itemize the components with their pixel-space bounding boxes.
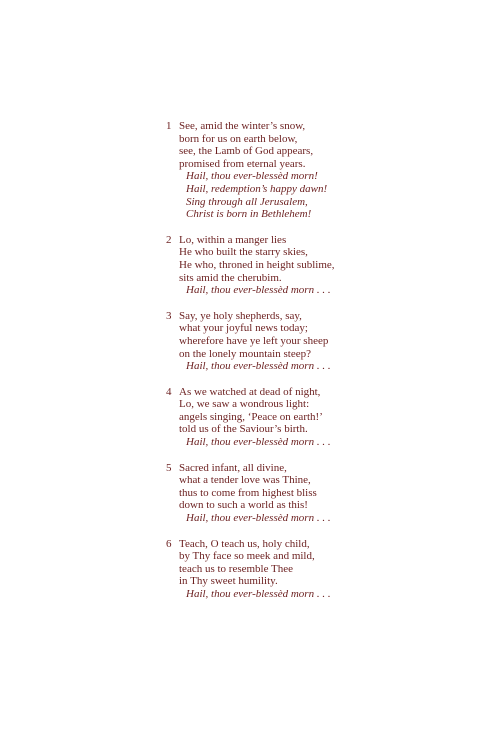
refrain-line: Hail, thou ever-blessèd morn . . . <box>186 284 331 297</box>
verse-line: Say, ye holy shepherds, say, <box>179 309 302 322</box>
verse-line: wherefore have ye left your sheep <box>179 334 329 347</box>
refrain-line: Hail, redemption’s happy dawn! <box>186 182 328 195</box>
verse-line: angels singing, ‘Peace on earth!’ <box>179 410 323 423</box>
refrain-line: Hail, thou ever-blessèd morn! <box>186 170 318 183</box>
refrain-line: Hail, thou ever-blessèd morn . . . <box>186 360 331 373</box>
verse-line: sits amid the cherubim. <box>179 271 282 284</box>
verse-line: He who built the starry skies, <box>179 246 308 259</box>
verse-4 <box>166 386 466 449</box>
verse-6 <box>166 538 466 601</box>
verse-line: Teach, O teach us, holy child, <box>179 537 310 550</box>
verse-line: teach us to resemble Thee <box>179 562 294 575</box>
verse-line: born for us on earth below, <box>179 132 298 145</box>
verse-3 <box>166 310 466 373</box>
verse-1 <box>166 120 466 221</box>
refrain-line: Hail, thou ever-blessèd morn . . . <box>186 436 331 449</box>
verse-line: on the lonely mountain steep? <box>179 347 311 360</box>
verse-line: As we watched at dead of night, <box>179 385 321 398</box>
verse-5 <box>166 462 466 525</box>
verse-number: 1 <box>166 120 172 132</box>
verse-line: thus to come from highest bliss <box>179 486 317 499</box>
verse-line: Lo, we saw a wondrous light: <box>179 398 310 411</box>
refrain-line: Hail, thou ever-blessèd morn . . . <box>186 588 331 600</box>
refrain-line: Hail, thou ever-blessèd morn . . . <box>186 512 331 525</box>
verse-number: 2 <box>166 233 172 246</box>
refrain-line: Sing through all Jerusalem, <box>186 195 308 208</box>
verse-line: See, amid the winter’s snow, <box>179 120 306 132</box>
verse-line: promised from eternal years. <box>179 157 306 170</box>
verse-line: told us of the Saviour’s birth. <box>179 423 308 436</box>
verse-line: He who, throned in height sublime, <box>179 258 335 271</box>
verse-number: 4 <box>166 385 172 398</box>
verse-number: 6 <box>166 537 172 550</box>
refrain-line: Christ is born in Bethlehem! <box>186 208 312 221</box>
hymn-text <box>166 120 466 614</box>
verse-number: 3 <box>166 309 172 322</box>
verse-line: see, the Lamb of God appears, <box>179 145 314 158</box>
verse-line: by Thy face so meek and mild, <box>179 550 315 563</box>
verse-line: what your joyful news today; <box>179 322 308 335</box>
verse-line: what a tender love was Thine, <box>179 474 311 487</box>
verse-line: down to such a world as this! <box>179 499 308 512</box>
verse-2 <box>166 234 466 297</box>
verse-number: 5 <box>166 461 172 474</box>
verse-line: in Thy sweet humility. <box>179 575 278 588</box>
verse-line: Sacred infant, all divine, <box>179 461 287 474</box>
verse-line: Lo, within a manger lies <box>179 233 287 246</box>
